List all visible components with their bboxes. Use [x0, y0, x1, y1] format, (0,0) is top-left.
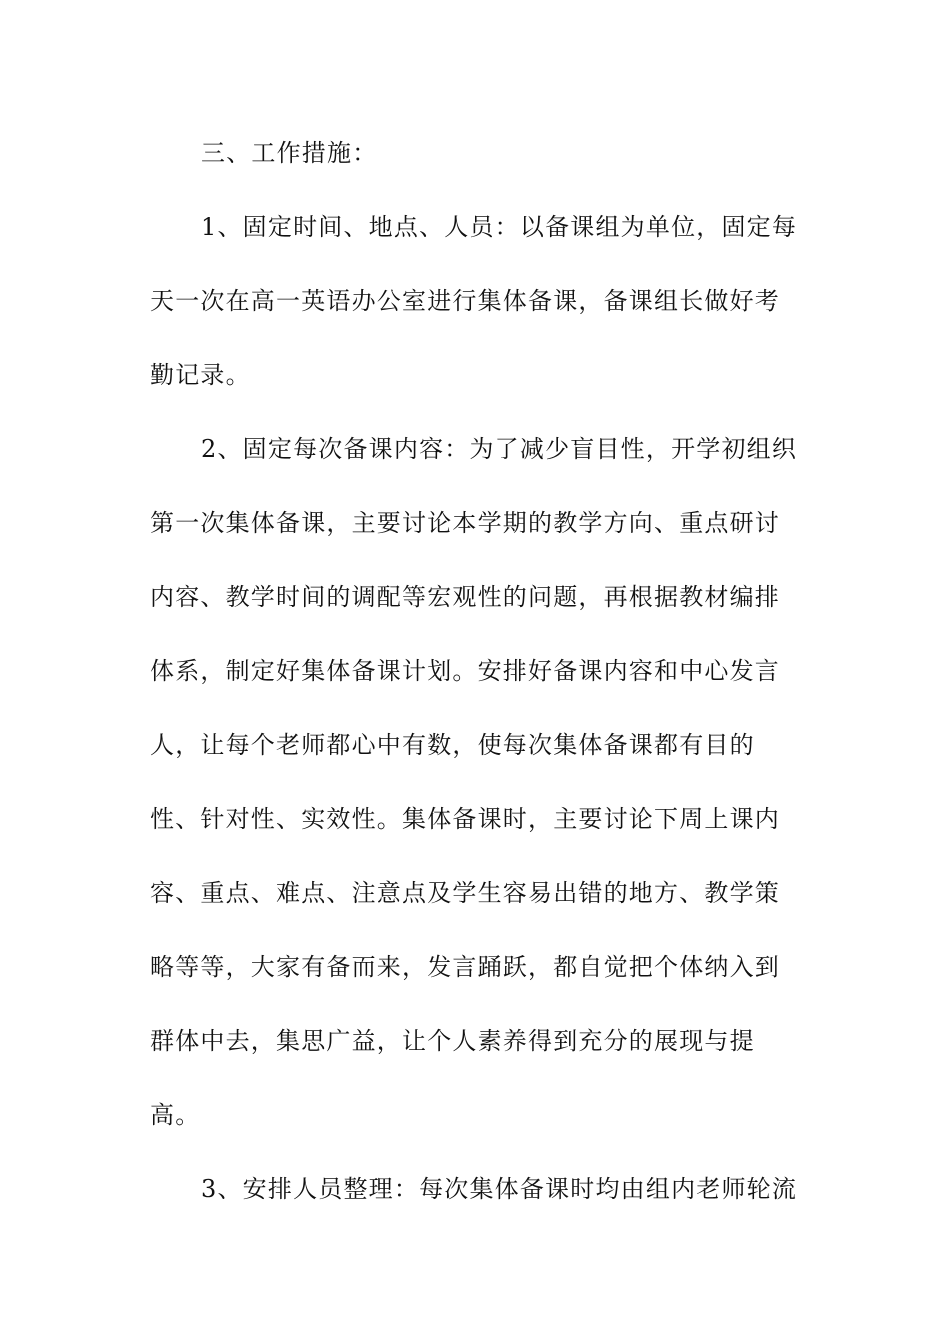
paragraph-2-line-9: 群体中去，集思广益，让个人素养得到充分的展现与提 [150, 1027, 755, 1055]
paragraph-2-line-6: 性、针对性、实效性。集体备课时，主要讨论下周上课内 [150, 805, 780, 833]
paragraph-2-line-2: 第一次集体备课，主要讨论本学期的教学方向、重点研讨 [150, 509, 780, 537]
section-heading: 三、工作措施： [201, 139, 378, 167]
paragraph-2-line-1: 2、固定每次备课内容：为了减少盲目性，开学初组织 [201, 435, 798, 463]
paragraph-2-line-3: 内容、教学时间的调配等宏观性的问题，再根据教材编排 [150, 583, 780, 611]
paragraph-2-line-7: 容、重点、难点、注意点及学生容易出错的地方、教学策 [150, 879, 780, 907]
paragraph-2-line-10: 高。 [150, 1101, 201, 1129]
paragraph-1-line-1: 1、固定时间、地点、人员：以备课组为单位，固定每 [201, 213, 798, 241]
paragraph-3-line-1: 3、安排人员整理：每次集体备课时均由组内老师轮流 [201, 1175, 798, 1203]
paragraph-1-line-2: 天一次在高一英语办公室进行集体备课，备课组长做好考 [150, 287, 780, 315]
paragraph-2-line-5: 人，让每个老师都心中有数，使每次集体备课都有目的 [150, 731, 755, 759]
paragraph-1-line-3: 勤记录。 [150, 361, 251, 389]
paragraph-2-line-4: 体系，制定好集体备课计划。安排好备课内容和中心发言 [150, 657, 780, 685]
paragraph-2-line-8: 略等等，大家有备而来，发言踊跃，都自觉把个体纳入到 [150, 953, 780, 981]
